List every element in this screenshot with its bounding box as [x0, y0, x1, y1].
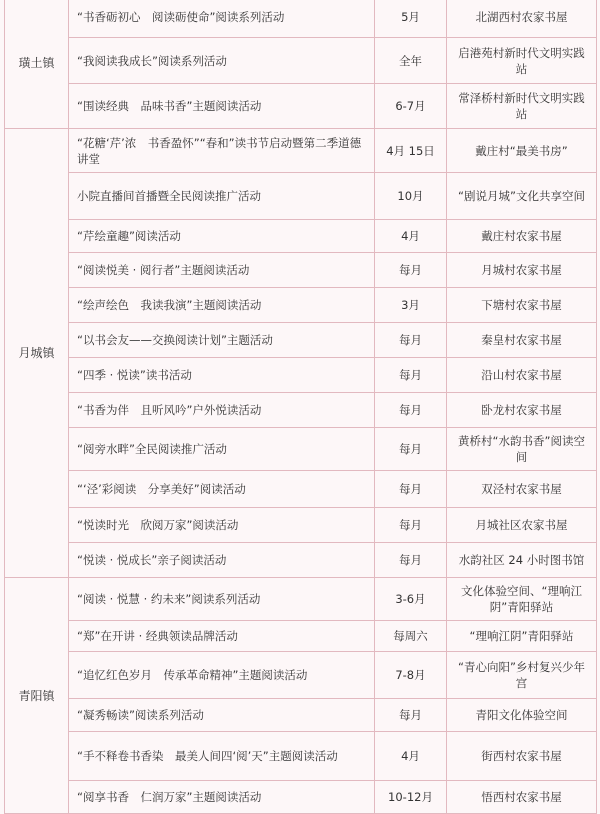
activity-time: 每月 [375, 428, 447, 471]
activity-location: 悟西村农家书屋 [447, 781, 597, 814]
table-row [5, 393, 597, 428]
activity-time: 每月 [375, 358, 447, 393]
activity-time: 全年 [375, 38, 447, 84]
activity-time: 每月 [375, 323, 447, 358]
activity-name: “悦读时光 欣阅万家”阅读活动 [69, 508, 375, 543]
activity-location: 水韵社区 24 小时图书馆 [447, 543, 597, 578]
activity-name: “阅旁水畔”全民阅读推广活动 [69, 428, 375, 471]
table-row [5, 543, 597, 578]
activity-location: 卧龙村农家书屋 [447, 393, 597, 428]
activity-name: “悦读 · 悦成长”亲子阅读活动 [69, 543, 375, 578]
activity-time: 3月 [375, 288, 447, 323]
activity-name: “追忆红色岁月 传承革命精神”主题阅读活动 [69, 652, 375, 699]
table-row [5, 129, 597, 173]
activity-time: 10-12月 [375, 781, 447, 814]
activity-location: 沿山村农家书屋 [447, 358, 597, 393]
town-cell: 璜土镇 [5, 0, 69, 129]
table-row [5, 699, 597, 732]
table-row [5, 173, 597, 220]
activity-location: 黄桥村“水韵书香”阅读空间 [447, 428, 597, 471]
table-row [5, 508, 597, 543]
activity-name: “‘泾’彩阅读 分享美好”阅读活动 [69, 471, 375, 508]
town-cell: 月城镇 [5, 129, 69, 578]
activity-location: 文化体验空间、“理响江阴”青阳驿站 [447, 578, 597, 621]
activity-name: “手不释卷书香染 最美人间四‘阅’天”主题阅读活动 [69, 732, 375, 781]
activity-location: “理响江阴”青阳驿站 [447, 621, 597, 652]
activity-name: “以书会友——交换阅读计划”主题活动 [69, 323, 375, 358]
activity-location: 启港苑村新时代文明实践站 [447, 38, 597, 84]
activity-name: “郑”在开讲 · 经典领读品牌活动 [69, 621, 375, 652]
town-cell: 青阳镇 [5, 578, 69, 814]
activity-name: “阅享书香 仁润万家”主题阅读活动 [69, 781, 375, 814]
activity-time: 3-6月 [375, 578, 447, 621]
activity-location: 双泾村农家书屋 [447, 471, 597, 508]
table-row [5, 358, 597, 393]
activity-name: “书香砺初心 阅读砺使命”阅读系列活动 [69, 0, 375, 38]
table-row [5, 38, 597, 84]
activity-name: “阅读悦美 · 阅行者”主题阅读活动 [69, 253, 375, 288]
activity-time: 5月 [375, 0, 447, 38]
activity-time: 每月 [375, 471, 447, 508]
table-row [5, 288, 597, 323]
activity-location: 秦皇村农家书屋 [447, 323, 597, 358]
table-row [5, 781, 597, 814]
activity-location: 常泽桥村新时代文明实践站 [447, 84, 597, 129]
table-row [5, 621, 597, 652]
activity-time: 每月 [375, 508, 447, 543]
activity-location: “青心向阳”乡村复兴少年宫 [447, 652, 597, 699]
activity-time: 7-8月 [375, 652, 447, 699]
table-row [5, 253, 597, 288]
table-row [5, 471, 597, 508]
activity-location: 街西村农家书屋 [447, 732, 597, 781]
activity-location: “剧说月城”文化共享空间 [447, 173, 597, 220]
activity-location: 戴庄村“最美书房” [447, 129, 597, 173]
activity-location: 月城社区农家书屋 [447, 508, 597, 543]
table-row [5, 0, 597, 38]
activity-time: 每月 [375, 253, 447, 288]
activity-location: 青阳文化体验空间 [447, 699, 597, 732]
activity-name: “四季 · 悦读”读书活动 [69, 358, 375, 393]
activity-name: “我阅读我成长”阅读系列活动 [69, 38, 375, 84]
table-row [5, 732, 597, 781]
activity-name: “芹绘童趣”阅读活动 [69, 220, 375, 253]
table-row [5, 652, 597, 699]
activity-time: 每月 [375, 543, 447, 578]
activity-name: “阅读 · 悦慧 · 约未来”阅读系列活动 [69, 578, 375, 621]
activity-name: 小院直播间首播暨全民阅读推广活动 [69, 173, 375, 220]
activity-time: 4月 [375, 732, 447, 781]
table-row [5, 220, 597, 253]
table-row [5, 428, 597, 471]
table-row [5, 84, 597, 129]
activity-time: 每周六 [375, 621, 447, 652]
activity-location: 戴庄村农家书屋 [447, 220, 597, 253]
activity-name: “围读经典 品味书香”主题阅读活动 [69, 84, 375, 129]
activity-name: “凝秀畅读”阅读系列活动 [69, 699, 375, 732]
activity-time: 每月 [375, 393, 447, 428]
activity-name: “绘声绘色 我读我演”主题阅读活动 [69, 288, 375, 323]
activity-time: 每月 [375, 699, 447, 732]
activity-time: 6-7月 [375, 84, 447, 129]
activity-name: “花糖‘芹’浓 书香盈怀”“春和”读书节启动暨第二季道德讲堂 [69, 129, 375, 173]
activity-time: 4月 [375, 220, 447, 253]
table-row [5, 578, 597, 621]
activity-time: 10月 [375, 173, 447, 220]
activity-location: 北湖西村农家书屋 [447, 0, 597, 38]
activity-table [4, 0, 597, 814]
activity-name: “书香为伴 且听风吟”户外悦读活动 [69, 393, 375, 428]
activity-location: 下塘村农家书屋 [447, 288, 597, 323]
activity-time: 4月 15日 [375, 129, 447, 173]
table-row [5, 323, 597, 358]
activity-location: 月城村农家书屋 [447, 253, 597, 288]
